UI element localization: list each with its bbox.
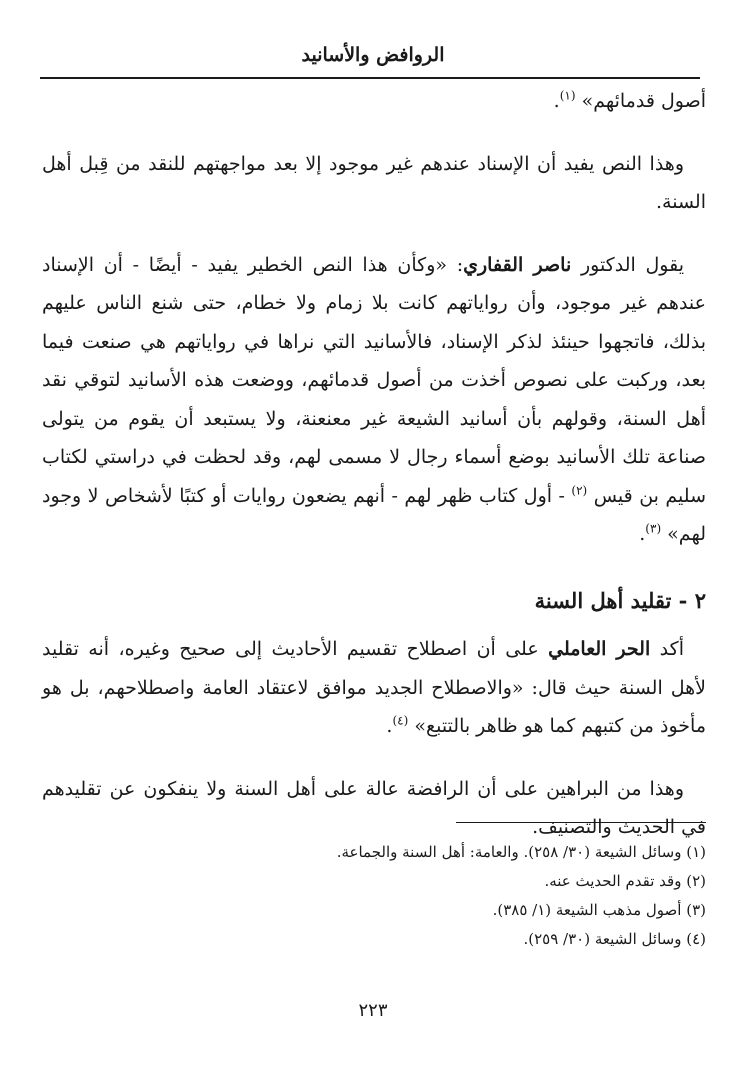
paragraph-4-text: على أن اصطلاح تقسيم الأحاديث إلى صحيح وغيره، أنه تقليد لأهل السنة حيث قال: «والاصطلاح الجديد موافق لاعتقاد العامة واصطلاحهم، بل هو مأخوذ من كتبهم كما هو ظاهر بالتتبع» bbox=[42, 638, 706, 737]
page-number: ٢٢٣ bbox=[358, 1000, 388, 1021]
paragraph-1 bbox=[42, 82, 706, 121]
section-heading: ٢ - تقليد أهل السنة bbox=[534, 587, 706, 613]
footnote-4: (٤) وسائل الشيعة (٣٠/ ٢٥٩). bbox=[523, 930, 706, 948]
paragraph-4-tail: . bbox=[386, 715, 393, 737]
footnote-1: (١) وسائل الشيعة (٣٠/ ٢٥٨). والعامة: أهل السنة والجماعة. bbox=[336, 843, 706, 861]
paragraph-1-text: أصول قدمائهم» bbox=[581, 90, 706, 112]
footnote-2: (٢) وقد تقدم الحديث عنه. bbox=[544, 872, 706, 890]
paragraph-4 bbox=[42, 630, 706, 746]
paragraph-5: وهذا من البراهين على أن الرافضة عالة على أهل السنة ولا ينفكون عن تقليدهم في الحديث والتصنيف. bbox=[42, 777, 706, 838]
header-rule bbox=[40, 77, 700, 79]
paragraph-1-tail: . bbox=[553, 90, 560, 112]
paragraph-3-text-b: - أول كتاب ظهر لهم - أنهم يضعون روايات أو كتبًا لأشخاص لا وجود لهم» bbox=[42, 484, 706, 545]
paragraph-2: وهذا النص يفيد أن الإسناد عندهم غير موجود إلا بعد مواجهتهم للنقد من قِبل أهل السنة. bbox=[42, 152, 706, 213]
paragraph-3-text-a: : «وكأن هذا النص الخطير يفيد - أيضًا - أن الإسناد عندهم غير موجود، وأن رواياتهم كانت بلا زمام ولا خطام، حتى شنع الناس عليهم بذلك، فاتجهوا حينئذ لذكر الإسناد، فالأسانيد التي نراها في رواياتهم هي صنعت فيما بعد، وركبت على نصوص أخذت من أصول قدمائهم، ووضعت هذه الأسانيد لتوقي نقد أهل السنة، وقولهم بأن أسانيد الشيعة غير معنعنة، ولا يستبعد أن يقوم من يتولى صناعة تلك الأسانيد بوضع أسماء رجال لا مسمى لهم، وقد لحظت في دراستي لكتاب سليم بن قيس bbox=[42, 253, 707, 507]
author-name-hurr-amili: الحر العاملي bbox=[548, 638, 651, 660]
footnote-separator bbox=[456, 822, 706, 823]
footnotes bbox=[42, 838, 706, 954]
paragraph-3-tail: . bbox=[639, 523, 646, 545]
footnote-ref-2: (٢) bbox=[571, 483, 588, 498]
paragraph-3-lead: يقول الدكتور bbox=[580, 253, 684, 276]
paragraph-3 bbox=[42, 246, 706, 554]
running-title: الروافض والأسانيد bbox=[301, 44, 445, 66]
paragraph-4-lead: أكد bbox=[659, 638, 684, 660]
author-name-qaffari: ناصر القفاري bbox=[463, 253, 572, 276]
main-text bbox=[42, 82, 706, 847]
footnote-ref-1: (١) bbox=[559, 88, 576, 103]
footnote-ref-4: (٤) bbox=[392, 713, 409, 728]
footnote-3: (٣) أصول مذهب الشيعة (١/ ٣٨٥). bbox=[492, 901, 706, 919]
footnote-ref-3: (٣) bbox=[645, 521, 662, 536]
